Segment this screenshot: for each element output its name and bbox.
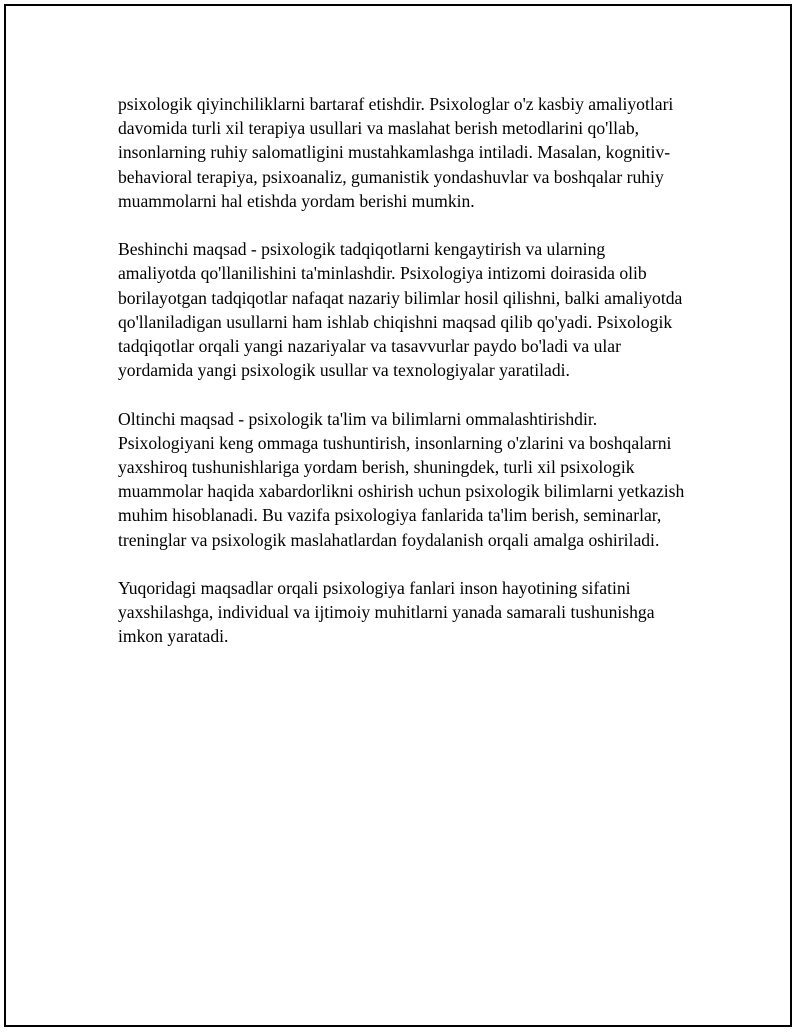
paragraph-1: psixologik qiyinchiliklarni bartaraf etishdir. Psixologlar o'z kasbiy amaliyotlari davomida turli xil terapiya usullari va maslahat berish metodlarini qo'llab, insonlarning ruhiy salomatligini mustahkamlashga intiladi. Masalan, kognitiv-behavioral terapiya, psixoanaliz, gumanistik yondashuvlar va boshqalar ruhiy muammolarni hal etishda yordam berishi mumkin. bbox=[118, 94, 674, 211]
document-body bbox=[118, 92, 686, 649]
paragraph-2: Beshinchi maqsad - psixologik tadqiqotlarni kengaytirish va ularning amaliyotda qo'llanilishini ta'minlashdir. Psixologiya intizomi doirasida olib borilayotgan tadqiqotlar nafaqat nazariy bilimlar hosil qilishni, balki amaliyotda qo'llaniladigan usullarni ham ishlab chiqishni maqsad qilib qo'yadi. Psixologik tadqiqotlar orqali yangi nazariyalar va tasavvurlar paydo bo'ladi va ular yordamida yangi psixologik usullar va texnologiyalar yaratiladi. bbox=[118, 239, 683, 381]
paragraph-3: Oltinchi maqsad - psixologik ta'lim va bilimlarni ommalashtirishdir. Psixologiyani keng ommaga tushuntirish, insonlarning o'zlarini va boshqalarni yaxshiroq tushunishlariga yordam berish, shuningdek, turli xil psixologik muammolar haqida xabardorlikni oshirish uchun psixologik bilimlarni yetkazish muhim hisoblanadi. Bu vazifa psixologiya fanlarida ta'lim berish, seminarlar, treninglar va psixologik maslahatlardan foydalanish orqali amalga oshiriladi. bbox=[118, 408, 685, 550]
paragraph-4: Yuqoridagi maqsadlar orqali psixologiya fanlari inson hayotining sifatini yaxshilashga, individual va ijtimoiy muhitlarni yanada samarali tushunishga imkon yaratadi. bbox=[118, 578, 655, 647]
